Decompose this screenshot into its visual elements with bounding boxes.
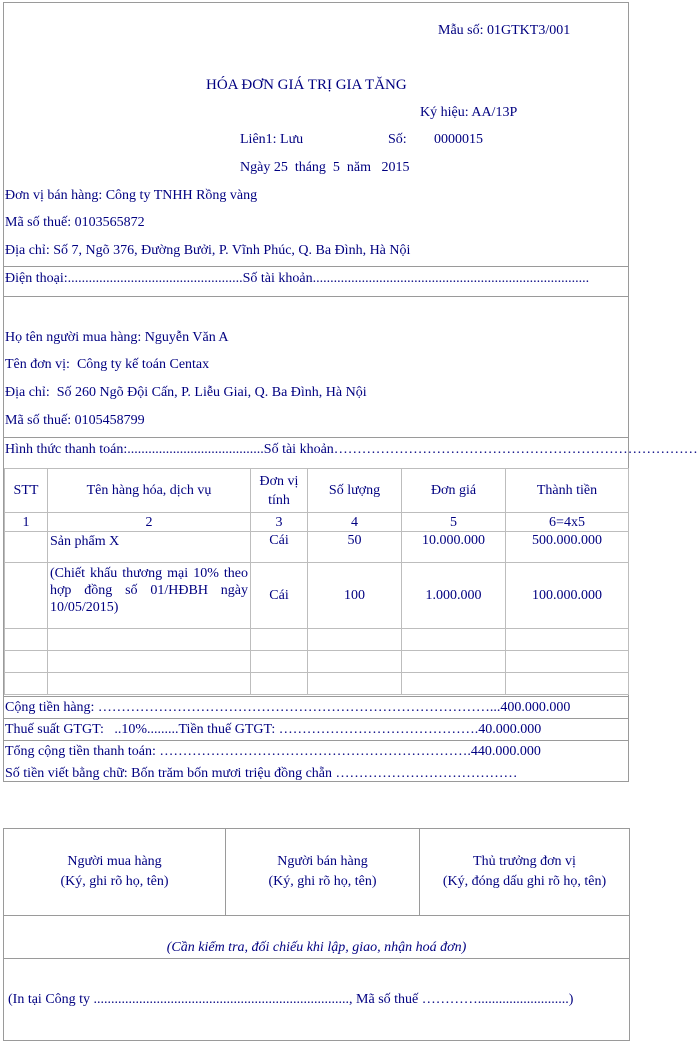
row-stt <box>5 563 48 629</box>
seller-signature-note: (Ký, ghi rõ họ, tên) <box>268 874 377 889</box>
table-header-row <box>5 469 629 513</box>
separator <box>4 696 628 697</box>
column-number: 3 <box>251 513 308 532</box>
payment-dots: ....................................... <box>127 442 264 457</box>
column-number-row <box>5 513 629 532</box>
row-amount: 500.000.000 <box>506 532 629 563</box>
buyer-account-label: Số tài khoản <box>263 442 334 457</box>
header-quantity: Số lượng <box>308 469 402 513</box>
buyer-unit: Tên đơn vị: Công ty kế toán Centax <box>5 357 210 372</box>
separator <box>4 296 628 297</box>
buyer-name: Họ tên người mua hàng: Nguyễn Văn A <box>5 330 229 345</box>
table-row <box>5 532 629 563</box>
invoice-date: Ngày 25 tháng 5 năm 2015 <box>240 160 410 175</box>
row-unit: Cái <box>251 563 308 629</box>
table-row-empty <box>5 651 629 673</box>
separator <box>4 740 628 741</box>
seller-name: Đơn vị bán hàng: Công ty TNHH Rồng vàng <box>5 188 258 203</box>
row-quantity: 50 <box>308 532 402 563</box>
separator <box>4 718 628 719</box>
check-note-row <box>4 916 630 959</box>
subtotal-row: Cộng tiền hàng: …………………………………………………………………………...400.000.000 <box>5 700 571 715</box>
row-stt <box>5 532 48 563</box>
header-stt: STT <box>5 469 48 513</box>
seller-phone-dots: .................................................. <box>67 271 243 286</box>
seller-account-label: Số tài khoản <box>242 271 313 286</box>
column-number: 6=4x5 <box>506 513 629 532</box>
copy-label: Liên1: Lưu <box>240 132 304 147</box>
seller-account-dots: ............................................................................... <box>312 271 590 286</box>
head-signature-cell <box>420 829 630 916</box>
header-item-name: Tên hàng hóa, dịch vụ <box>48 469 251 513</box>
column-number: 1 <box>5 513 48 532</box>
buyer-signature-note: (Ký, ghi rõ họ, tên) <box>60 874 169 889</box>
seller-address: Địa chỉ: Số 7, Ngõ 376, Đường Bưởi, P. Vĩnh Phúc, Q. Ba Đình, Hà Nội <box>5 243 411 258</box>
row-item-name: Sản phẩm X <box>48 532 251 563</box>
seller-tax-code: Mã số thuế: 0103565872 <box>5 215 145 230</box>
invoice-symbol: Ký hiệu: AA/13P <box>420 105 518 120</box>
separator <box>4 266 628 267</box>
printed-at-row <box>4 959 630 1041</box>
buyer-address: Địa chỉ: Số 260 Ngõ Đội Cấn, P. Liễu Giai, Q. Ba Đình, Hà Nội <box>5 385 367 400</box>
row-item-name: (Chiết khấu thương mại 10% theo hợp đồng số 01/HĐBH ngày 10/05/2015) <box>48 563 251 629</box>
payment-row <box>5 441 698 459</box>
items-table <box>4 468 629 695</box>
header-unit: Đơn vị tính <box>251 469 308 513</box>
row-amount: 100.000.000 <box>506 563 629 629</box>
table-row-empty <box>5 629 629 651</box>
seller-signature-cell <box>226 829 420 916</box>
printed-at: (In tại Công ty ........................................................................., Mã số thuế …………..........................) <box>4 959 630 1041</box>
seller-phone-row <box>5 270 627 288</box>
check-note: (Cần kiểm tra, đối chiếu khi lập, giao, nhận hoá đơn) <box>4 916 630 959</box>
payment-label: Hình thức thanh toán: <box>5 442 128 457</box>
seller-phone-label: Điện thoại: <box>5 271 68 286</box>
buyer-signature-title: Người mua hàng <box>67 854 162 869</box>
invoice-number: 0000015 <box>434 132 483 147</box>
signature-row <box>4 829 630 916</box>
column-number: 2 <box>48 513 251 532</box>
buyer-tax-code: Mã số thuế: 0105458799 <box>5 413 145 428</box>
row-unit-price: 1.000.000 <box>402 563 506 629</box>
row-quantity: 100 <box>308 563 402 629</box>
amount-in-words-row: Số tiền viết bằng chữ: Bốn trăm bốn mươi triệu đồng chẵn ………………………………… <box>5 766 518 781</box>
header-unit-price: Đơn giá <box>402 469 506 513</box>
seller-signature-title: Người bán hàng <box>277 854 368 869</box>
buyer-account-dots: …………………………………………………………………… <box>333 442 698 457</box>
column-number: 5 <box>402 513 506 532</box>
vat-row: Thuế suất GTGT: ..10%.........Tiền thuế GTGT: …………………………………….40.000.000 <box>5 722 542 737</box>
column-number: 4 <box>308 513 402 532</box>
header-amount: Thành tiền <box>506 469 629 513</box>
invoice-form <box>3 2 698 782</box>
row-unit: Cái <box>251 532 308 563</box>
table-row <box>5 563 629 629</box>
number-label: Số: <box>388 132 407 147</box>
row-unit-price: 10.000.000 <box>402 532 506 563</box>
head-signature-title: Thủ trưởng đơn vị <box>473 854 576 869</box>
invoice-title: HÓA ĐƠN GIÁ TRỊ GIA TĂNG <box>206 77 407 93</box>
table-row-empty <box>5 673 629 695</box>
grand-total-row: Tổng cộng tiền thanh toán: ………………………………………………………….440.000.000 <box>5 744 541 759</box>
form-number: Mẫu số: 01GTKT3/001 <box>438 23 571 38</box>
buyer-signature-cell <box>4 829 226 916</box>
separator <box>4 437 628 438</box>
signature-table <box>3 828 630 1041</box>
head-signature-note: (Ký, đóng dấu ghi rõ họ, tên) <box>442 874 607 889</box>
